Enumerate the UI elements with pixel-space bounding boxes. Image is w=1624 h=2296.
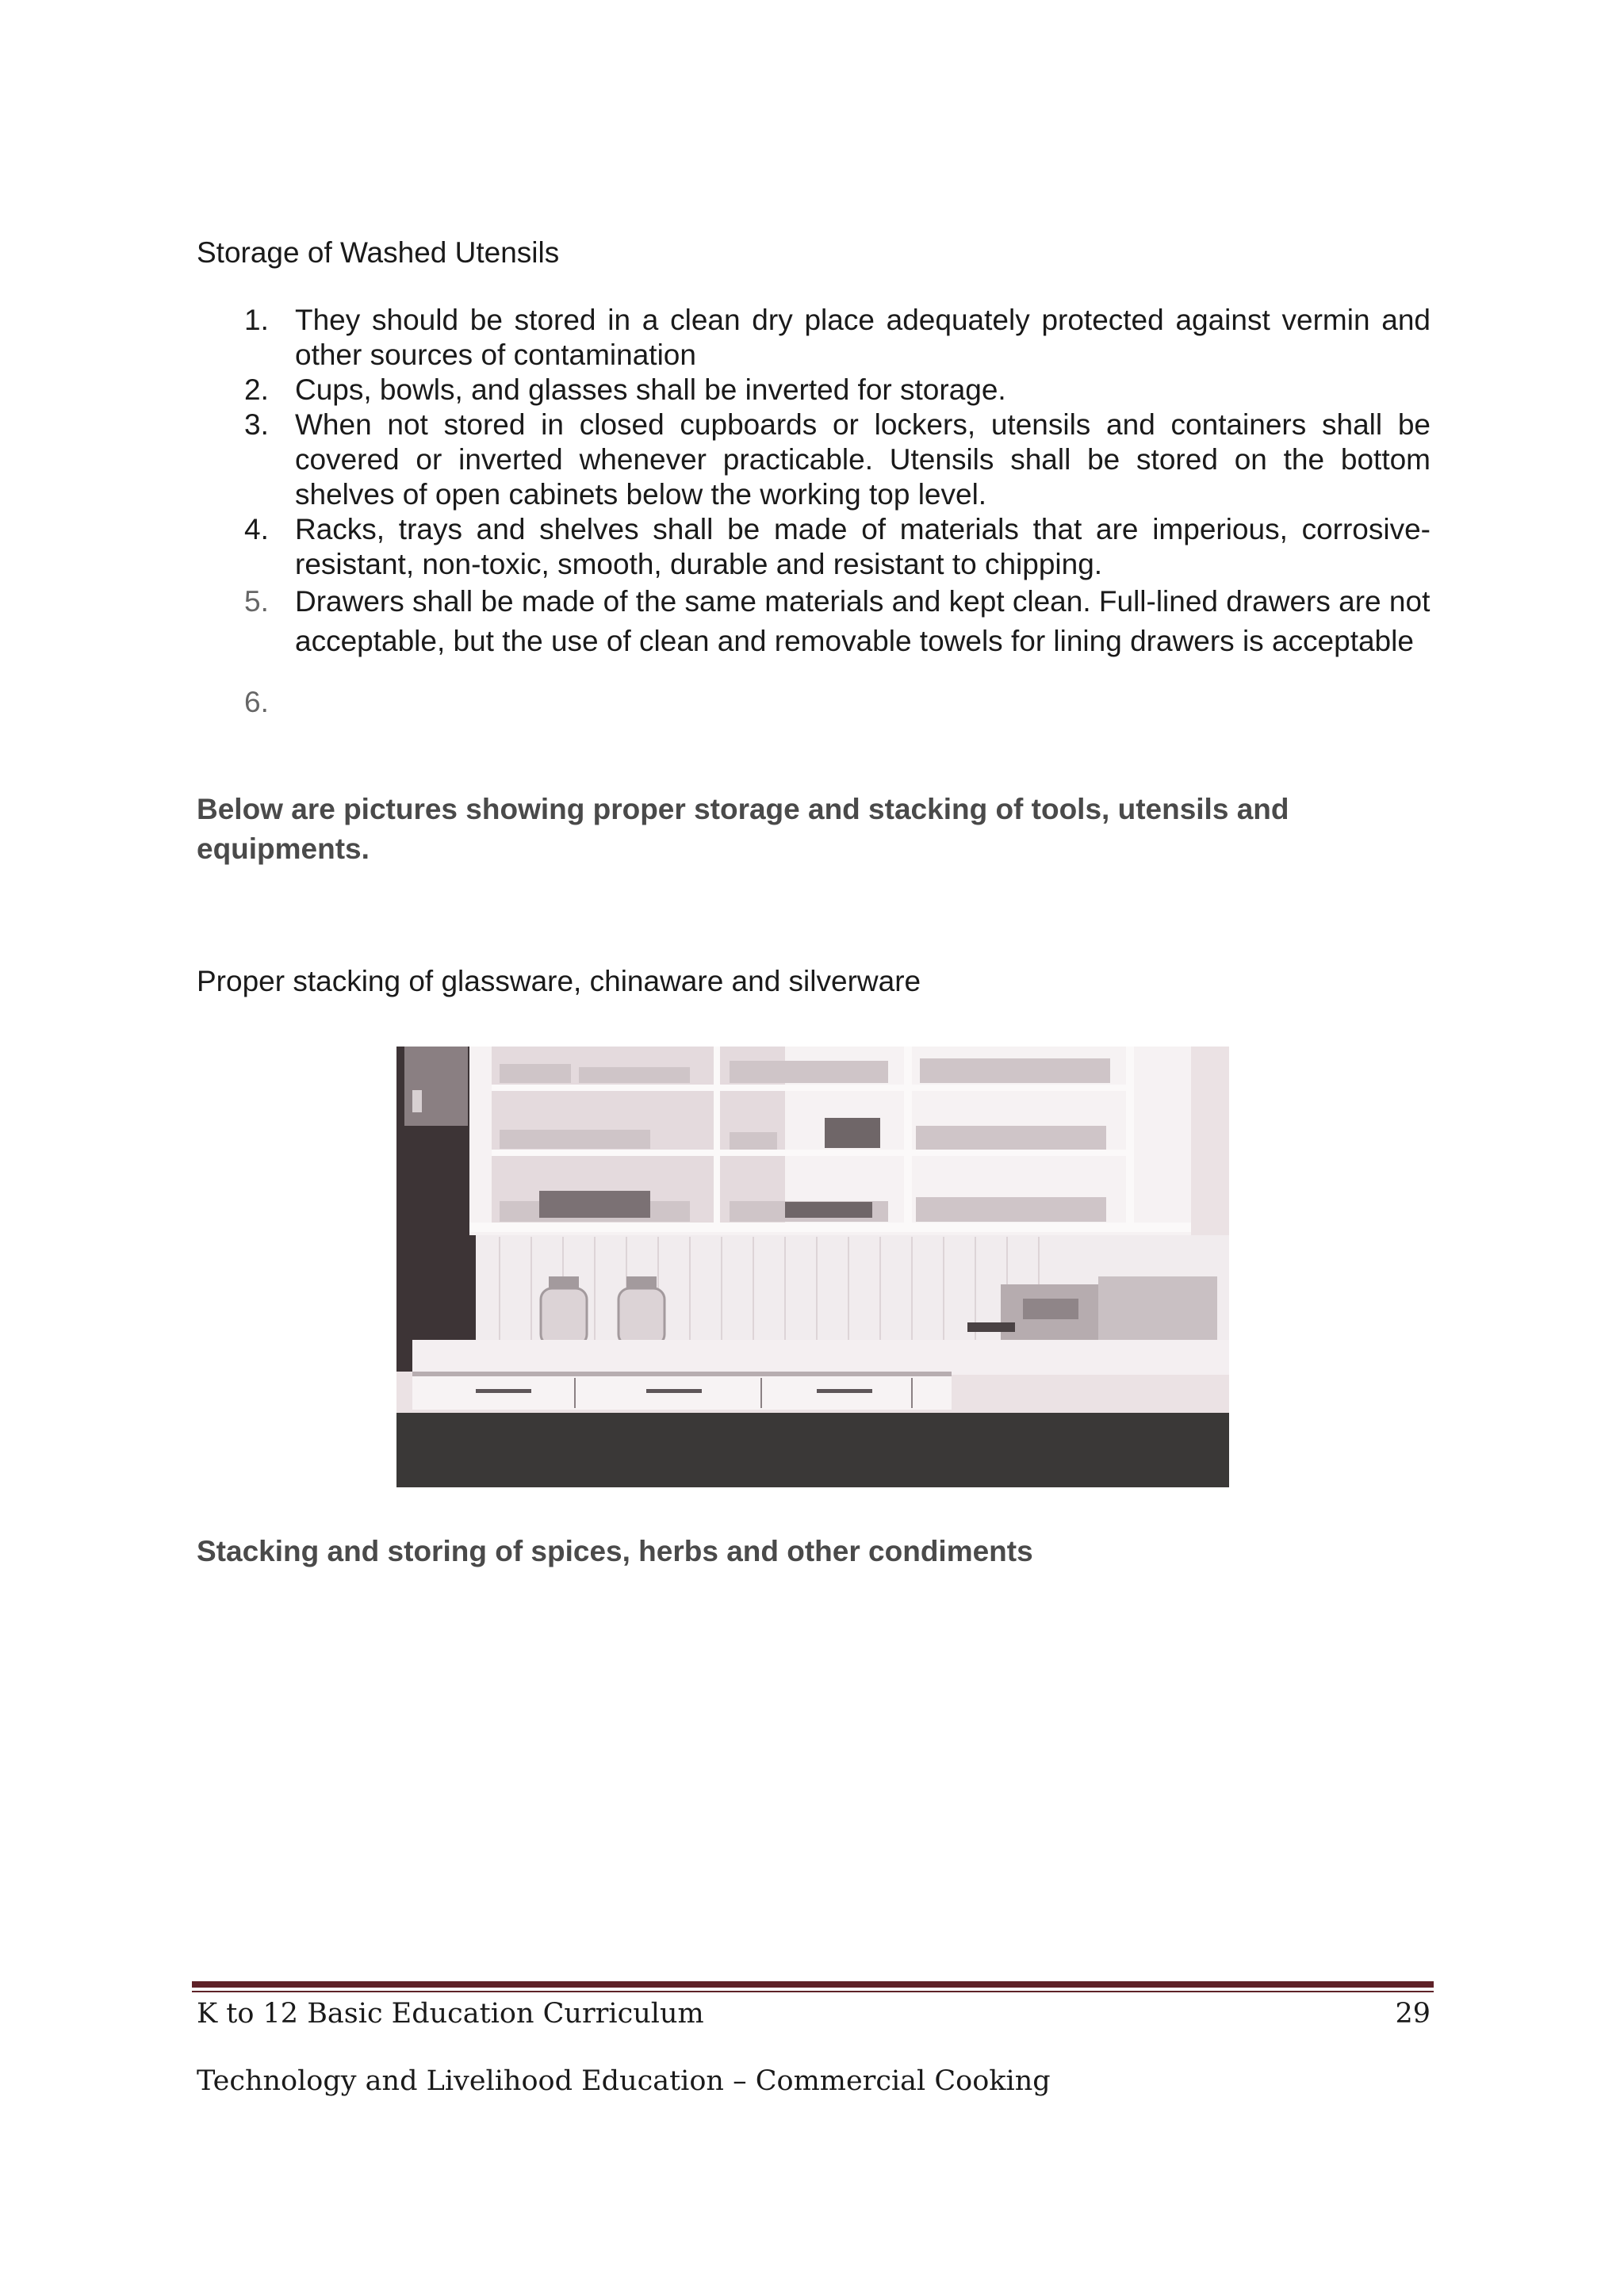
footer-subject: Technology and Livelihood Education – Commercial Cooking [197, 2065, 1051, 2097]
footer-rule-thin [192, 1991, 1434, 1992]
list-item: 6. [244, 686, 269, 718]
list-item: 4. Racks, trays and shelves shall be made of materials that are imperious, corrosive-resistant, non-toxic, smooth, durable and resistant to chipping. [244, 513, 1431, 580]
storage-rules-list [197, 303, 1431, 720]
intro-paragraph: Below are pictures showing proper storage and stacking of tools, utensils and equipments. [197, 793, 1289, 865]
list-item: 5. Drawers shall be made of the same materials and kept clean. Full-lined drawers are not acceptable, but the use of clean and removable towels for lining drawers is acceptable [244, 585, 1431, 657]
spices-caption: Stacking and storing of spices, herbs and other condiments [197, 1535, 1033, 1567]
kitchen-shelves-photo [396, 1047, 1229, 1487]
list-item: 3. When not stored in closed cupboards or lockers, utensils and containers shall be covered or inverted whenever practicable. Utensils shall be stored on the bottom shelves of open cabinets below the working top level. [244, 408, 1431, 511]
glassware-caption: Proper stacking of glassware, chinaware and silverware [197, 965, 921, 997]
footer-rule-thick [192, 1981, 1434, 1988]
footer-curriculum: K to 12 Basic Education Curriculum [197, 1998, 704, 2030]
list-item: 1. They should be stored in a clean dry place adequately protected against vermin and other sources of contamination [244, 304, 1431, 371]
page-number: 29 [1395, 1998, 1431, 2030]
list-item: 2. Cups, bowls, and glasses shall be inverted for storage. [244, 373, 1006, 406]
section-title: Storage of Washed Utensils [197, 236, 560, 269]
